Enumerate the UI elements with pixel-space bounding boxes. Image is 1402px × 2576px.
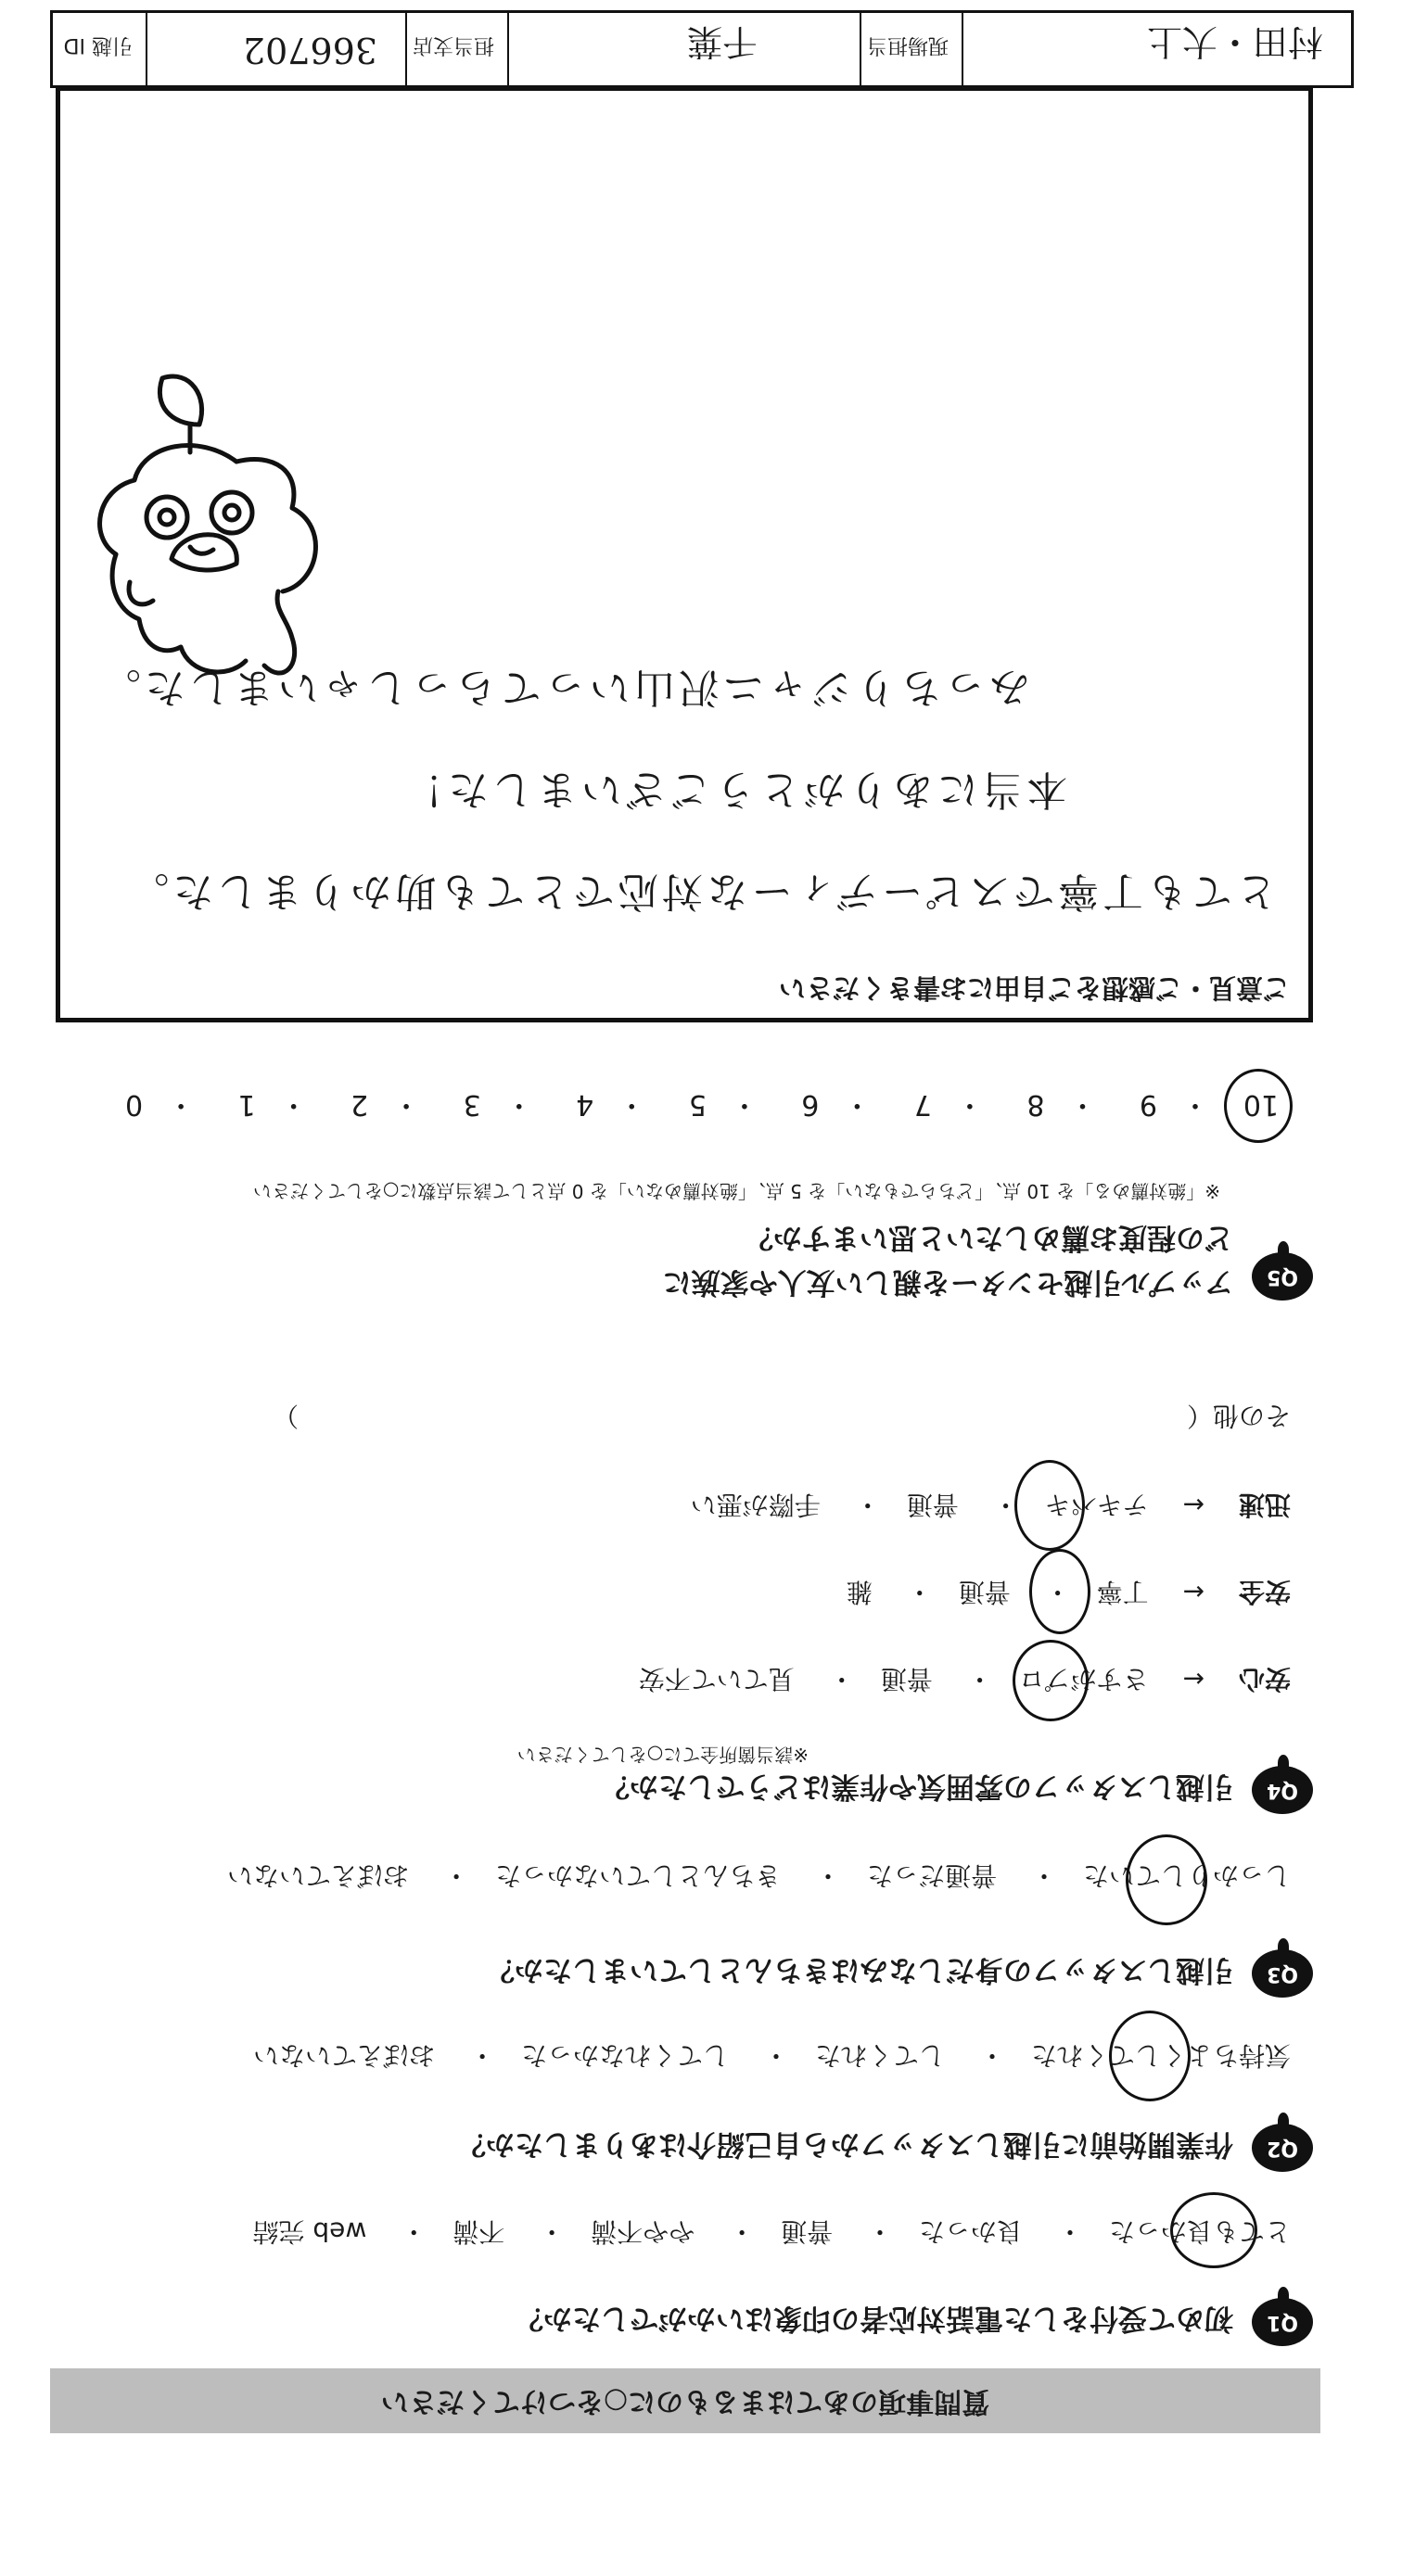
comment-line: みっちりジャニ沢山いってらっしゃいました。: [96, 664, 1030, 711]
q4-other-close: ）: [273, 1401, 300, 1431]
id-label: 引越 ID: [63, 33, 133, 57]
q4-other-label: その他（: [1186, 1401, 1291, 1431]
q5-score[interactable]: 10: [1243, 1088, 1280, 1121]
q4-option[interactable]: さすがプロ: [1018, 1664, 1149, 1694]
comment-line: とても丁寧でスピーディーな対応でとても助かりました。: [124, 868, 1277, 915]
q5-score[interactable]: 8: [1026, 1088, 1045, 1121]
branch-value-cell: [507, 13, 860, 85]
q4-row-anshin: 安心 ← さすがプロ ・ 普通 ・ 見ていて不安: [639, 1662, 1291, 1699]
comment-heading: ご意見・ご感想をご自由にお書きください: [778, 972, 1290, 1004]
q4-option[interactable]: 丁寧: [1096, 1577, 1149, 1607]
q2-selected-circle: [1109, 2011, 1191, 2101]
q2-badge: Q2: [1252, 2124, 1313, 2172]
q5-score[interactable]: 5: [688, 1088, 707, 1121]
q5-selected-circle: [1224, 1069, 1293, 1143]
q1-text: 初めて受付をした電話対応者の印象はいかがでしたか？: [515, 2302, 1233, 2335]
q4-row-jinsoku: 迅速 ← テキパキ ・ 普通 ・ 手際が悪い: [691, 1488, 1291, 1525]
q3-option[interactable]: しっかりしていた: [1082, 1860, 1291, 1891]
comment-box[interactable]: [56, 86, 1313, 1022]
q4-jinsoku-circle: [1014, 1460, 1085, 1551]
q5-note: ※「絶対薦める」を 10 点、「どちらでもない」を 5 点、「絶対薦めない」を 0 点として該当点数に○をしてください: [252, 1180, 1220, 1202]
q5-score[interactable]: 6: [801, 1088, 820, 1121]
instruction-text: 質問事項のあてはまるものに○をつけてください: [380, 2385, 990, 2417]
q4-row-label: 迅速: [1238, 1490, 1291, 1520]
q4-option[interactable]: 普通: [880, 1664, 933, 1694]
q1-selected-circle: [1170, 2192, 1257, 2268]
q3-option[interactable]: 普通だった: [867, 1860, 998, 1891]
leader-label: 現場担当: [866, 33, 949, 57]
leader-value: 村田・大上: [1146, 21, 1323, 62]
q4-row-anzen: 安全 ← 丁寧 ・ 普通 ・ 雑: [847, 1575, 1291, 1612]
q4-badge: Q4: [1252, 1766, 1313, 1814]
arrow: ←: [1182, 1490, 1205, 1520]
q5-text-line2: どの程度お薦めしたいと思いますか？: [745, 1221, 1233, 1254]
q5-score[interactable]: 4: [576, 1088, 594, 1121]
doodle-drawing: [60, 304, 338, 703]
q4-option[interactable]: 普通: [958, 1577, 1011, 1607]
q1-options: とても良かった ・ 良かった ・ 普通 ・ やや不満 ・ 不満 ・ web 完結: [253, 2214, 1292, 2252]
q2-option[interactable]: してくれなかった: [521, 2040, 730, 2071]
q1-option[interactable]: 普通: [781, 2216, 834, 2247]
q3-option[interactable]: きちんとしていなかった: [495, 1860, 782, 1891]
q4-note: ※該当箇所全てに○をしてください: [516, 1744, 809, 1766]
q3-option[interactable]: おぼえていない: [227, 1860, 410, 1891]
q3-text: 引越しスタッフの身だしなみはきちんとしていましたか？: [486, 1953, 1233, 1986]
q5-score[interactable]: 0: [124, 1088, 144, 1121]
q4-option[interactable]: 見ていて不安: [638, 1664, 795, 1694]
q4-other-row: [104, 1399, 1291, 1436]
leader-value-cell: [962, 13, 1351, 85]
id-label-cell: [53, 13, 146, 85]
q2-option[interactable]: 気持ちよくしてくれた: [1030, 2040, 1291, 2071]
leader-label-cell: [860, 13, 962, 85]
q5-score[interactable]: 3: [463, 1088, 481, 1121]
q2-option[interactable]: してくれた: [815, 2040, 946, 2071]
q4-anshin-circle: [1013, 1640, 1089, 1721]
instruction-banner: [50, 2368, 1320, 2433]
q5-score[interactable]: 2: [350, 1088, 369, 1121]
q5-score[interactable]: 9: [1139, 1088, 1157, 1121]
q4-option[interactable]: 普通: [906, 1490, 959, 1520]
q3-selected-circle: [1126, 1834, 1207, 1925]
q2-options: 気持ちよくしてくれた ・ してくれた ・ してくれなかった ・ おぼえていない: [253, 2038, 1291, 2075]
q1-option[interactable]: やや不満: [591, 2216, 695, 2247]
comment-line: 本当にありがとうございました！: [400, 766, 1067, 813]
footer-table: [50, 10, 1354, 88]
branch-label-cell: [405, 13, 507, 85]
q1-option[interactable]: とても良かった: [1108, 2216, 1291, 2247]
q1-option[interactable]: 良かった: [919, 2216, 1024, 2247]
q4-anzen-circle: [1029, 1549, 1090, 1634]
q3-options: しっかりしていた ・ 普通だった ・ きちんとしていなかった ・ おぼえていない: [227, 1859, 1291, 1896]
q4-row-label: 安心: [1238, 1664, 1291, 1694]
branch-label: 担当支店: [412, 33, 494, 57]
q4-text: 引越しスタッフの雰囲気や作業はどうでしたか？: [601, 1770, 1233, 1803]
q5-text-line1: アップル引越センターを親しい友人や家族に: [662, 1265, 1233, 1299]
q4-option[interactable]: 手際が悪い: [690, 1490, 821, 1520]
q5-badge: Q5: [1252, 1252, 1313, 1301]
q5-score[interactable]: 1: [237, 1088, 256, 1121]
arrow: ←: [1182, 1664, 1205, 1694]
branch-value: 千葉: [686, 21, 758, 62]
q4-option[interactable]: 雑: [846, 1577, 873, 1607]
q5-scale: 10・ 9・ 8・ 7・ 6・ 5・ 4・ 3・ 2・ 1・ 0: [83, 1087, 1313, 1128]
q5-score[interactable]: 7: [913, 1088, 932, 1121]
q1-option[interactable]: web 完結: [252, 2216, 367, 2247]
q2-text: 作業開始前に引越しスタッフから自己紹介はありましたか？: [457, 2127, 1233, 2161]
q1-option[interactable]: 不満: [452, 2216, 505, 2247]
q1-badge: Q1: [1252, 2298, 1313, 2346]
id-value-cell: [146, 13, 405, 85]
q3-badge: Q3: [1252, 1949, 1313, 1998]
q4-option[interactable]: テキパキ: [1044, 1490, 1149, 1520]
q4-row-label: 安全: [1238, 1577, 1291, 1607]
arrow: ←: [1182, 1577, 1205, 1607]
id-value: 366702: [242, 30, 377, 70]
q2-option[interactable]: おぼえていない: [253, 2040, 436, 2071]
